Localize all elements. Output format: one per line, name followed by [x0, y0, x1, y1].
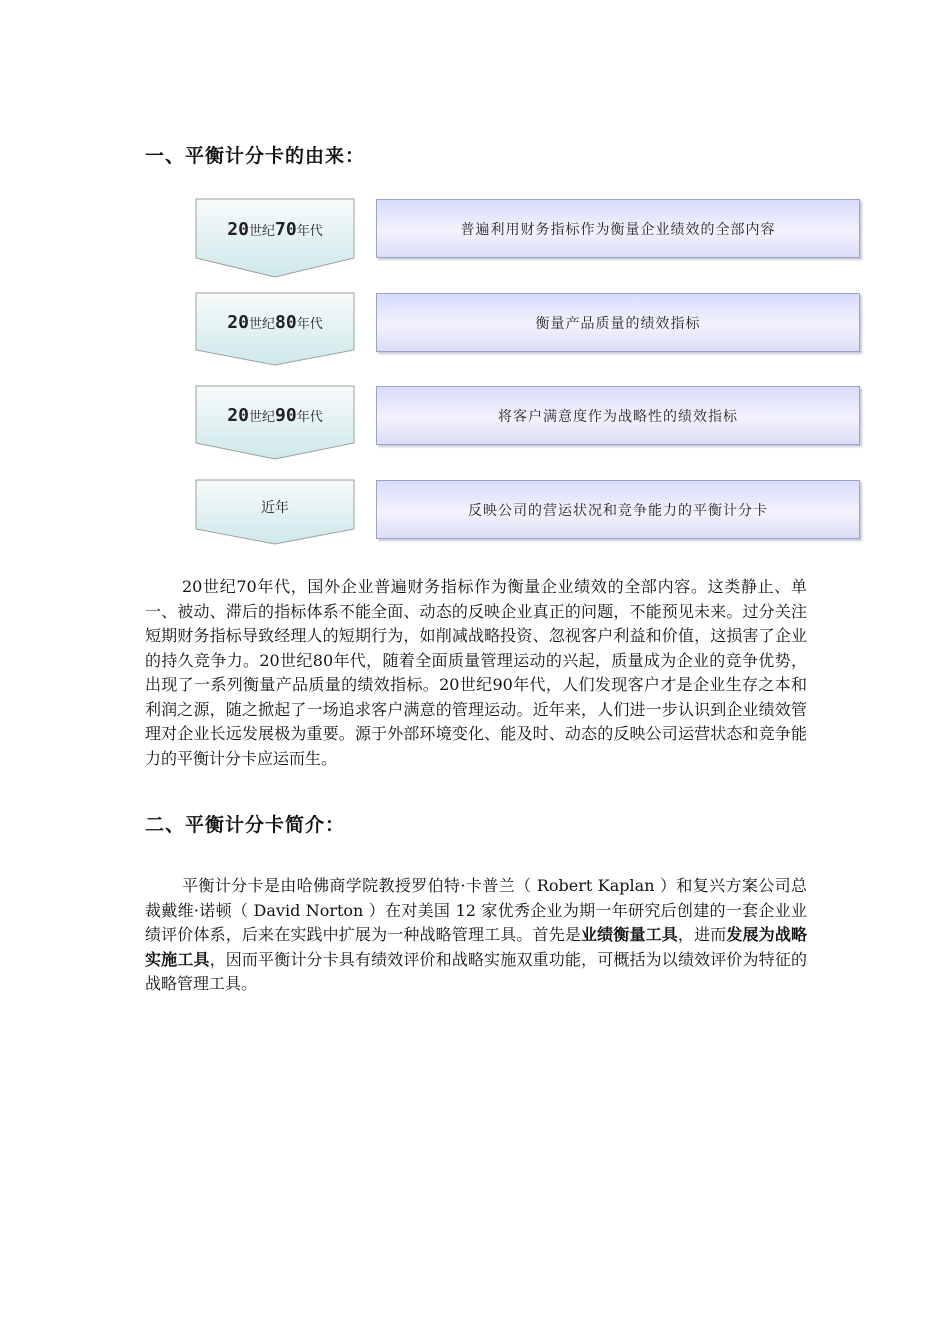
bold-phrase: 发展为战略实施工具 — [145, 925, 807, 969]
timeline-era-box — [195, 292, 355, 366]
paragraph-origin: 20世纪70年代，国外企业普遍财务指标作为衡量企业绩效的全部内容。这类静止、单一、被动、滞后的指标体系不能全面、动态的反映企业真正的问题，不能预见未来。过分关注短期财务指标导致经理人的短期行为，如削减战略投资、忽视客户利益和价值，这损害了企业的持久竞争力。20世纪80年代，随着全面质量管理运动的兴起，质量成为企业的竞争优势，出现了一系列衡量产品质量的绩效指标。20世纪90年代，人们发现客户才是企业生存之本和利润之源，随之掀起了一场追求客户满意的管理运动。近年来，人们进一步认识到企业绩效管理对企业长远发展极为重要。源于外部环境变化、能及时、动态的反映公司运营状态和竞争能力的平衡计分卡应运而生。 — [145, 577, 807, 768]
section-heading-intro: 二、平衡计分卡简介： — [145, 814, 346, 836]
bold-phrase: 业绩衡量工具 — [581, 925, 678, 944]
timeline-description: 反映公司的营运状况和竞争能力的平衡计分卡 — [376, 480, 860, 539]
paragraph-text: ，进而 — [677, 925, 727, 944]
era-label: 20世纪80年代 — [227, 312, 323, 333]
timeline-era-box — [195, 198, 355, 278]
paragraph-text: ，因而平衡计分卡具有绩效评价和战略实施双重功能，可概括为以绩效评价为特征的战略管理工具。 — [145, 949, 807, 993]
era-label: 20世纪70年代 — [227, 219, 323, 240]
era-label: 近年 — [261, 500, 289, 516]
timeline-era-box — [195, 385, 355, 460]
section-heading-origin: 一、平衡计分卡的由来： — [145, 145, 366, 167]
paragraph-text: 平衡计分卡是由哈佛商学院教授罗伯特·卡普兰（ Robert Kaplan ）和复兴方案公司总裁戴维·诺顿（ David Norton ）在对美国 12 家优秀企业为期一年研究后创建的一套企业业绩评价体系，后来在实践中扩展为一种战略管理工具。首先是 — [145, 876, 807, 944]
timeline-description: 将客户满意度作为战略性的绩效指标 — [376, 386, 860, 445]
era-label: 20世纪90年代 — [227, 405, 323, 426]
timeline-description: 衡量产品质量的绩效指标 — [376, 293, 860, 352]
timeline-description: 普遍利用财务指标作为衡量企业绩效的全部内容 — [376, 199, 860, 258]
timeline-era-box — [195, 479, 355, 545]
paragraph-intro — [145, 874, 807, 997]
